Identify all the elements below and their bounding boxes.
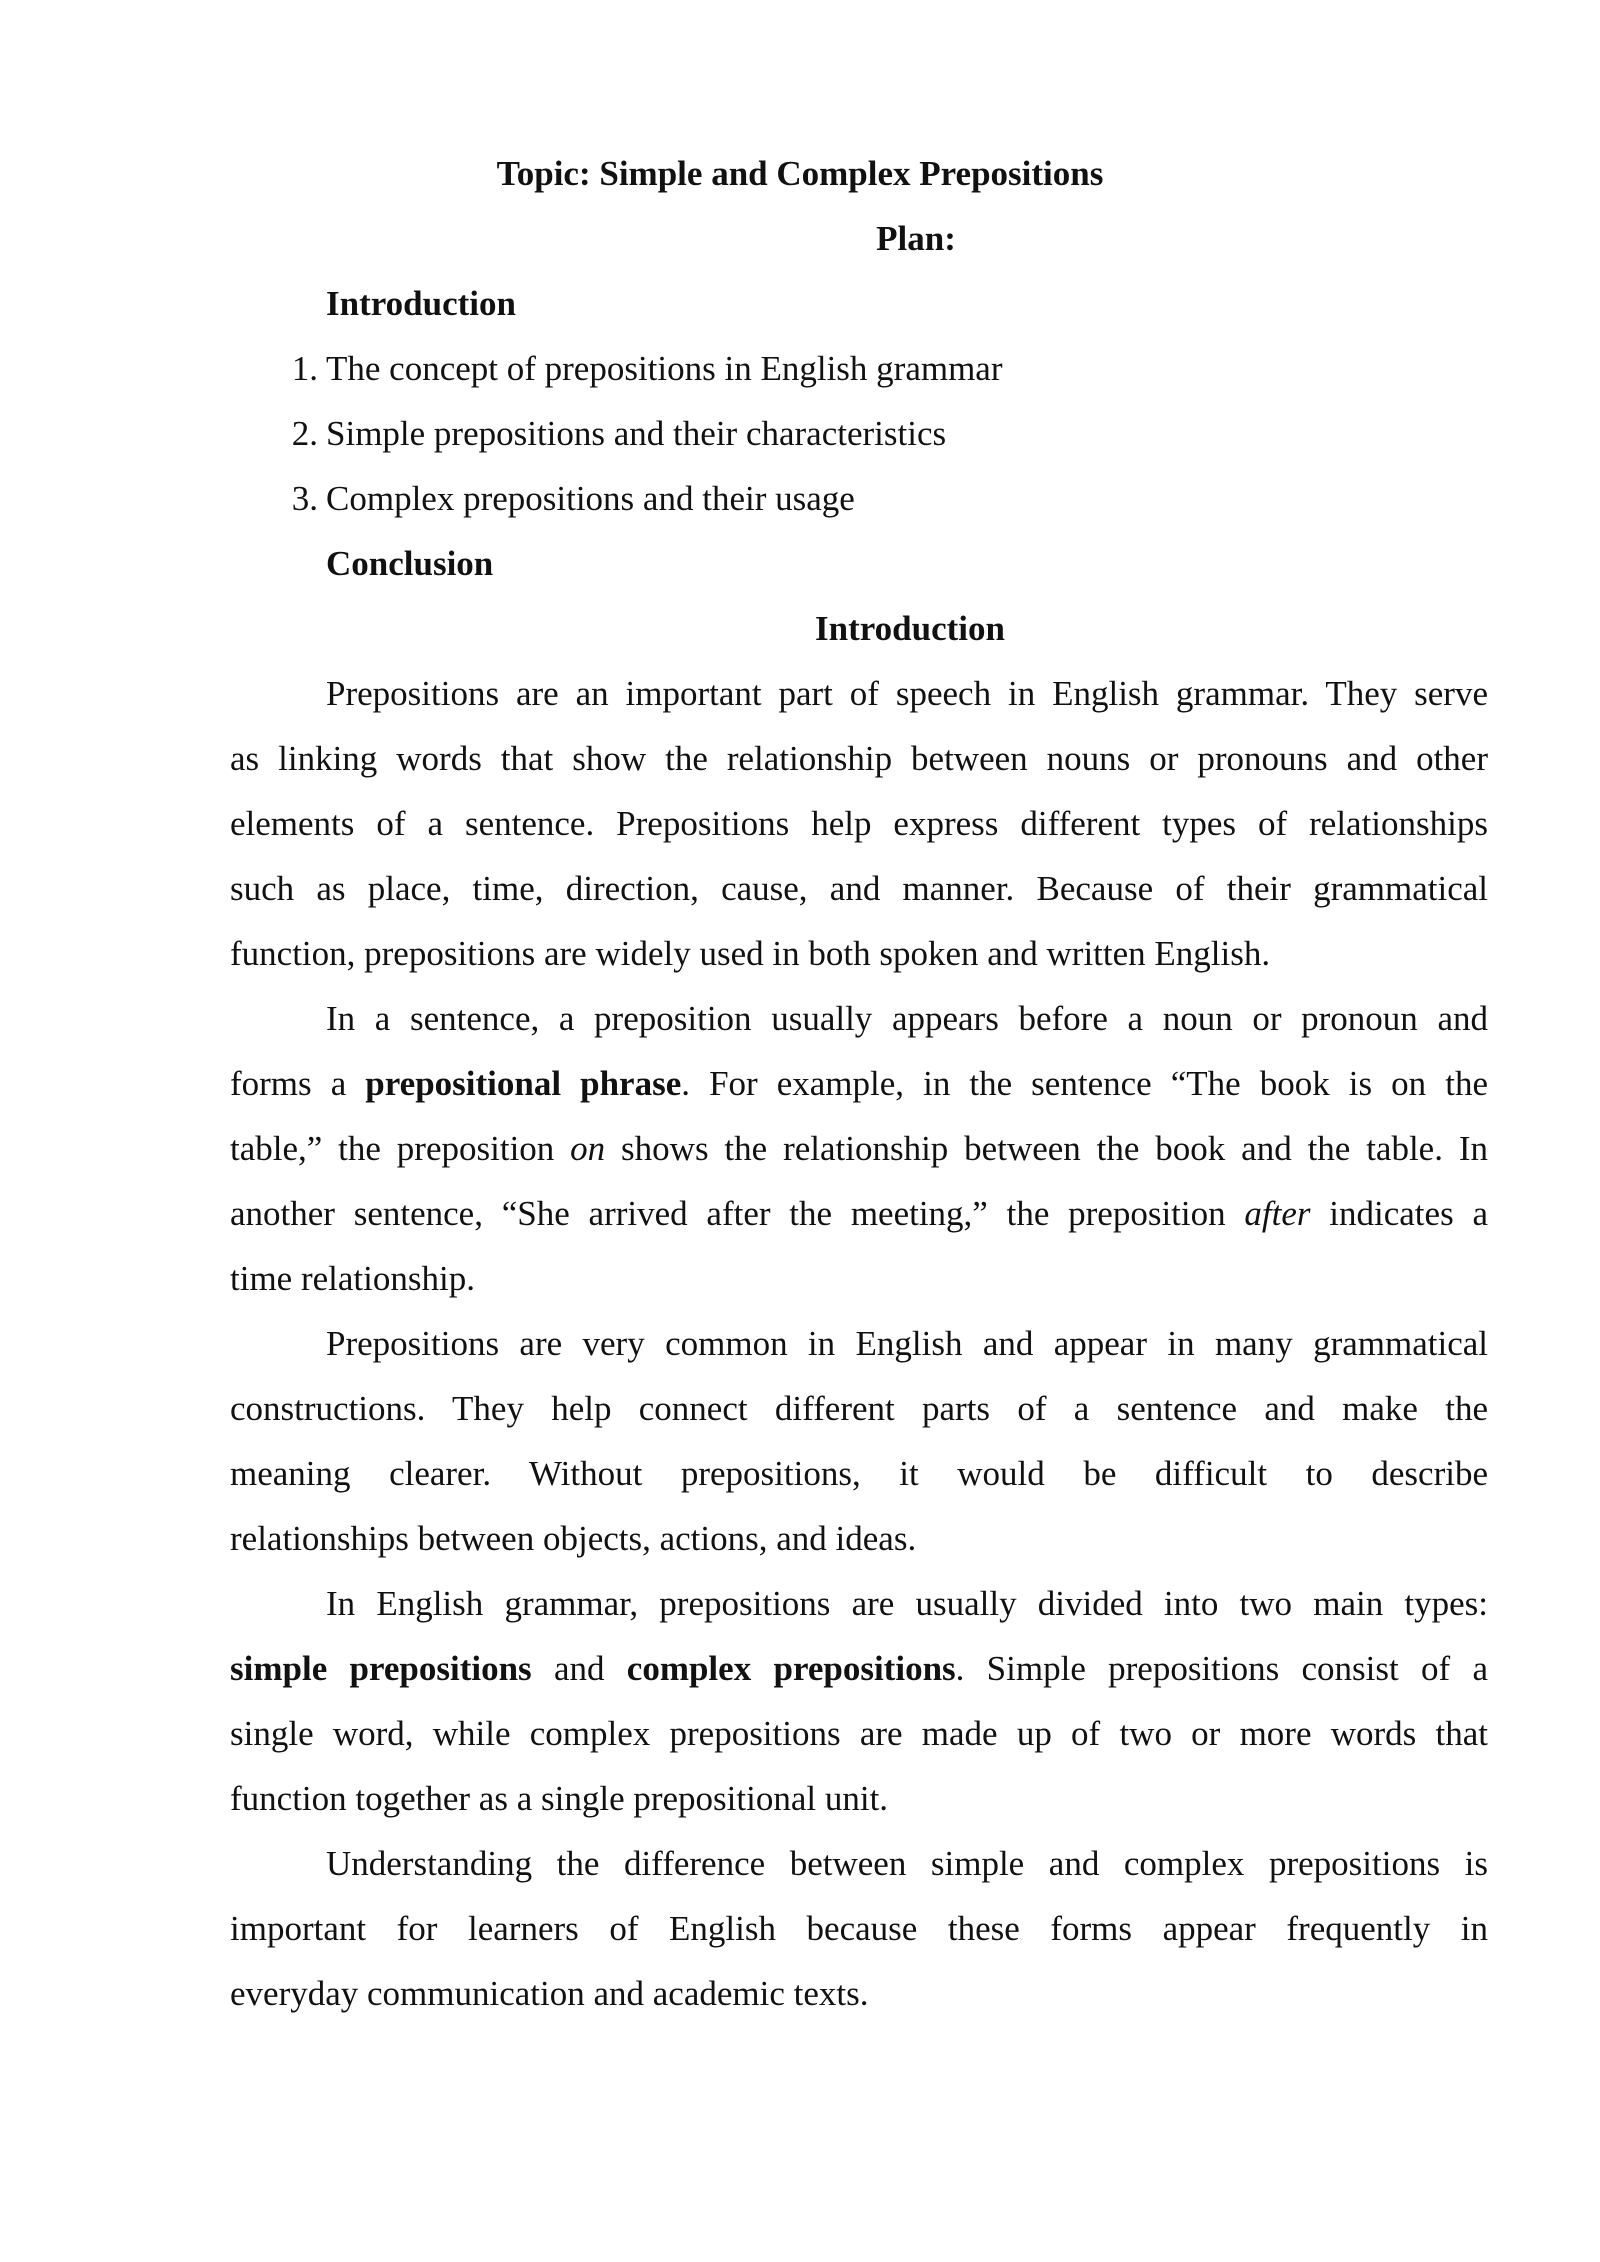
plan-item-text: The concept of prepositions in English grammar xyxy=(326,349,1003,388)
plan-conclusion: Conclusion xyxy=(326,544,494,583)
paragraph-4-line: function together as a single prepositional unit. xyxy=(230,1779,889,1818)
paragraph-1-line: Prepositions are an important part of speech in English grammar. They serve xyxy=(326,674,1488,713)
text-run: another sentence, “She arrived after the meeting,” the preposition xyxy=(230,1194,1245,1233)
text-run: . Simple prepositions consist of a xyxy=(955,1649,1488,1688)
bold-term: prepositional phrase xyxy=(365,1064,682,1103)
paragraph-2-line xyxy=(230,1129,1488,1169)
paragraph-3-line: relationships between objects, actions, and ideas. xyxy=(230,1519,917,1558)
topic-title: Topic: Simple and Complex Prepositions xyxy=(496,154,1104,193)
text-run: indicates a xyxy=(1310,1194,1488,1233)
paragraph-3-line: meaning clearer. Without prepositions, it would be difficult to describe xyxy=(230,1454,1488,1493)
paragraph-4-line xyxy=(230,1649,1488,1689)
paragraph-2-line: In a sentence, a preposition usually appears before a noun or pronoun and xyxy=(326,999,1488,1038)
paragraph-5-line: everyday communication and academic texts. xyxy=(230,1974,869,2013)
text-run: shows the relationship between the book and the table. In xyxy=(605,1129,1488,1168)
plan-item-number: 3. xyxy=(291,479,318,518)
bold-term: complex prepositions xyxy=(626,1649,956,1688)
plan-item-text: Complex prepositions and their usage xyxy=(326,479,855,518)
text-run: and xyxy=(531,1649,627,1688)
paragraph-1-line: such as place, time, direction, cause, and manner. Because of their grammatical xyxy=(230,869,1488,908)
italic-term: on xyxy=(570,1129,606,1168)
section-title: Introduction xyxy=(815,609,1005,648)
paragraph-3-line: constructions. They help connect different parts of a sentence and make the xyxy=(230,1389,1488,1428)
plan-item-number: 1. xyxy=(291,349,318,388)
paragraph-1-line: function, prepositions are widely used in both spoken and written English. xyxy=(230,934,1271,973)
paragraph-2-line xyxy=(230,1064,1488,1104)
paragraph-5-line: Understanding the difference between simple and complex prepositions is xyxy=(326,1844,1488,1883)
plan-introduction: Introduction xyxy=(326,284,516,323)
paragraph-3-line: Prepositions are very common in English and appear in many grammatical xyxy=(326,1324,1488,1363)
plan-label: Plan: xyxy=(876,219,956,258)
paragraph-1-line: elements of a sentence. Prepositions help express different types of relationships xyxy=(230,804,1488,843)
paragraph-2-line: time relationship. xyxy=(230,1259,475,1298)
paragraph-1-line: as linking words that show the relationship between nouns or pronouns and other xyxy=(230,739,1488,778)
plan-item-number: 2. xyxy=(291,414,318,453)
paragraph-4-line: single word, while complex prepositions are made up of two or more words that xyxy=(230,1714,1488,1753)
text-run: forms a xyxy=(230,1064,366,1103)
paragraph-4-line: In English grammar, prepositions are usually divided into two main types: xyxy=(326,1584,1488,1623)
bold-term: simple prepositions xyxy=(230,1649,532,1688)
text-run: . For example, in the sentence “The book is on the xyxy=(681,1064,1488,1103)
plan-item-text: Simple prepositions and their characteristics xyxy=(326,414,947,453)
paragraph-2-line xyxy=(230,1194,1488,1234)
text-run: table,” the preposition xyxy=(230,1129,571,1168)
paragraph-5-line: important for learners of English because these forms appear frequently in xyxy=(230,1909,1488,1948)
italic-term: after xyxy=(1244,1194,1311,1233)
